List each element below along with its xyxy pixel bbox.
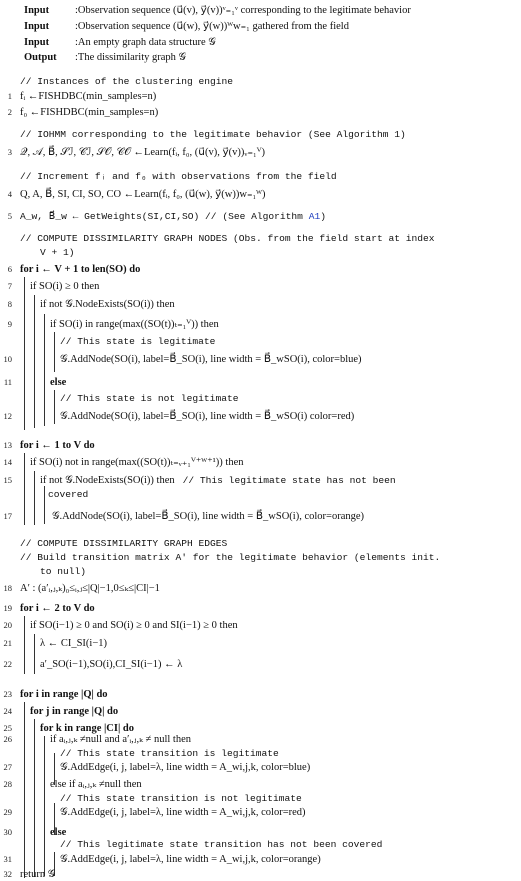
block-rule bbox=[34, 295, 35, 428]
algorithm-reference-link[interactable]: A1 bbox=[308, 211, 321, 222]
output-keyword: Output bbox=[24, 52, 57, 63]
input-keyword: Input bbox=[24, 37, 50, 48]
block-rule bbox=[34, 634, 35, 674]
block-rule bbox=[44, 486, 45, 524]
block-rule bbox=[44, 314, 45, 426]
input-keyword: Input bbox=[24, 21, 50, 32]
block-rule bbox=[54, 332, 55, 372]
block-rule bbox=[54, 803, 55, 835]
block-rule bbox=[24, 702, 25, 878]
block-rule bbox=[44, 736, 45, 876]
block-rule bbox=[24, 453, 25, 525]
block-rule bbox=[54, 753, 55, 785]
block-rule bbox=[34, 471, 35, 525]
block-rule bbox=[54, 390, 55, 424]
input-description: :An empty graph data structure 𝒢 bbox=[75, 37, 216, 48]
output-description: :The dissimilarity graph 𝒢 bbox=[75, 52, 186, 63]
algorithm-listing: Input :Observation sequence (u⃗(v), y⃗(v))ᵛ₌₁ᵛ corresponding to the legitimate behavior Input :Observation sequence (u⃗(w), y⃗(w))ᵂw₌₁ gathered from the field Input :An empty graph data structure 𝒢 Output :The dissimilarity graph 𝒢 // Instances of the clustering engine 1 fᵢ ←FISHDBC(min_samples=n) 2 f₀ ←FISHDBC(min_samples=n) // IOHMM corresponding to the legitimate behavior (See Algorithm 1) 3 𝒬, 𝒜, B⃗, 𝒮ℐ, 𝒞ℐ, 𝒮𝒪, 𝒞𝒪 ←Learn(fᵢ, f₀, (u⃗(v), y⃗(v))ᵥ₌₁ⱽ) // Increment fᵢ and f₀ with observations from the field 4 Q, A, B⃗, SI, CI, SO, CO ←Learn(fᵢ, f₀, (u⃗(w), y⃗(w))w₌₁ᵂ) 5 A_w, B⃗_w ← GetWeights(SI,CI,SO) // (See Algorithm A1) // COMPUTE DISSIMILARITY GRAPH NODES (Obs. from the field start at index V + 1) 6 for i ← V + 1 to len(SO) do 7 if SO(i) ≥ 0 then 8 if not 𝒢.NodeExists(SO(i)) then 9 if SO(i) in range(max((SO(t))ₜ₌₁ⱽ)) then // This state is legitimate 10 𝒢.AddNode(SO(i), label=B⃗_SO(i), line width = B⃗_wSO(i), color=blue) 11 else // This state is not legitimate 12 𝒢.AddNode(SO(i), label=B⃗_SO(i), line width = B⃗_wSO(i) color=red) 13 for i ← 1 to V do 14 if SO(i) not in range(max((SO(t))ₜ₌ᵥ₊₁ⱽ⁺ᵂ⁺¹)) then 15 if not 𝒢.NodeExists(SO(i)) then // This legitimate state has not been covered 17 𝒢.AddNode(SO(i), label=B⃗_SO(i), line width = B⃗_wSO(i), color=orange) // COMPUTE DISSIMILARITY GRAPH EDGES // Build transition matrix A′ for the legitimate behavior (elements init. to null) 18 A′ : (a′ᵢ,ⱼ,ₖ)₀≤ᵢ,ⱼ≤|Q|−1,0≤ₖ≤|CI|−1 19 for i ← 2 to V do 20 if SO(i−1) ≥ 0 and SO(i) ≥ 0 and SI(i−1) ≥ 0 then 21 λ ← CI_SI(i−1) 22 a′_SO(i−1),SO(i),CI_SI(i−1) ← λ 23 for i in range |Q| do 24 for j in range |Q| do 25 for k in range |CI| do 26 if aᵢ,ⱼ,ₖ ≠null and a′ᵢ,ⱼ,ₖ ≠ null then // This state transition is legitimate 27 𝒢.AddEdge(i, j, label=λ, line width = A_wi,j,k, color=blue) 28 else if aᵢ,ⱼ,ₖ ≠null then // This state transition is not legitimate 29 𝒢.AddEdge(i, j, label=λ, line width = A_wi,j,k, color=red) 30 else // This legitimate state transition has not been covered 31 𝒢.AddEdge(i, j, label=λ, line width = A_wi,j,k, color=orange) 32 return 𝒢 bbox=[3, 5, 441, 880]
input-description: :Observation sequence (u⃗(w), y⃗(w))ᵂw₌₁ gathered from the field bbox=[75, 21, 349, 32]
block-rule bbox=[24, 277, 25, 430]
input-description: :Observation sequence (u⃗(v), y⃗(v))ᵛ₌₁ᵛ corresponding to the legitimate behavior bbox=[75, 5, 411, 16]
input-keyword: Input bbox=[24, 5, 50, 16]
block-rule bbox=[34, 719, 35, 877]
block-rule bbox=[24, 616, 25, 674]
